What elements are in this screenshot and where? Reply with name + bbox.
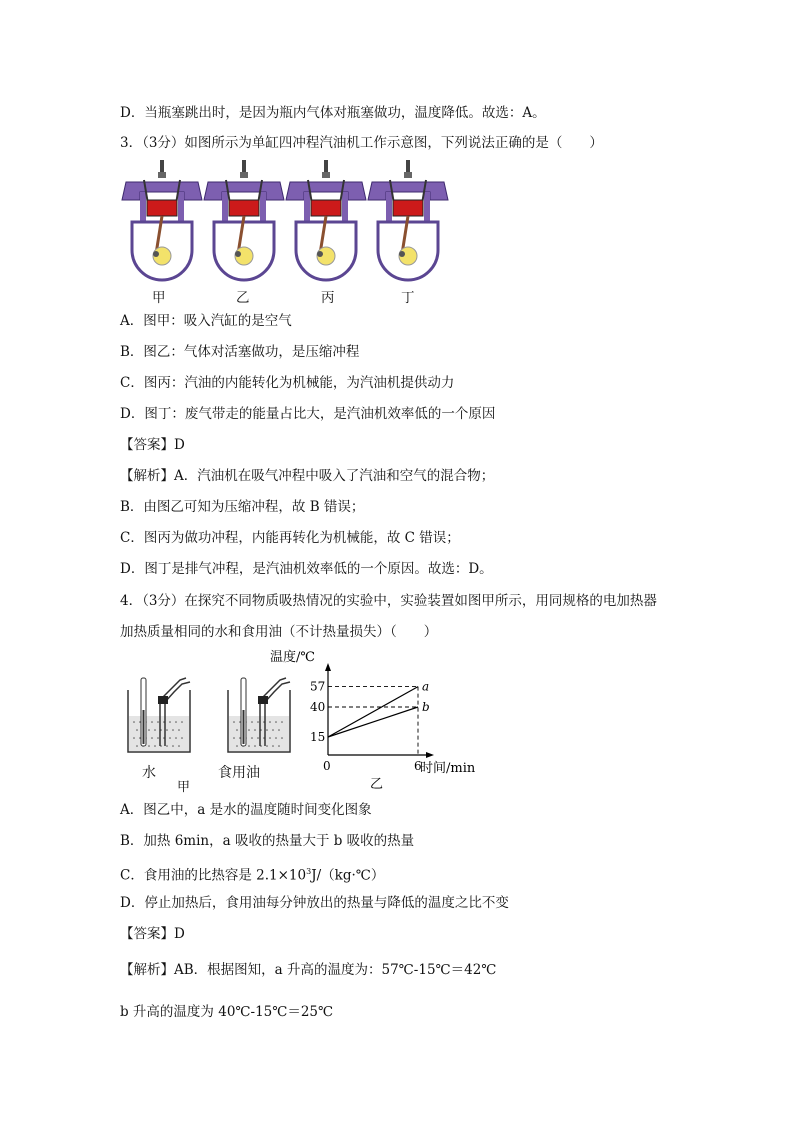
question-4-answer: 【答案】D [120,926,185,942]
y-tick-40: 40 [310,700,326,714]
x-tick-6: 6 [414,759,422,773]
option-c-text: C．食用油的比热容是 2.1×10 [120,867,307,884]
question-3-option-a: A．图甲：吸入汽缸的是空气 [120,313,292,329]
question-4-stem-2: 加热质量相同的水和食用油（不计热量损失）（ ） [120,624,438,640]
y-axis-arrow [325,663,331,671]
question-3-analysis-1: 【解析】A．汽油机在吸气冲程中吸入了汽油和空气的混合物； [120,468,495,484]
question-3-option-b: B．图乙：气体对活塞做功，是压缩冲程 [120,344,360,360]
temperature-chart [268,645,490,795]
engine-figure [120,160,450,305]
question-4-analysis-1: 【解析】AB．根据图知，a 升高的温度为：57℃-15℃＝42℃ [120,962,497,978]
oil-label: 食用油 [218,765,260,781]
question-4-analysis-2: b 升高的温度为 40℃-15℃＝25℃ [120,1004,334,1020]
question-4-option-c [120,863,384,885]
y-axis-label: 温度/℃ [270,650,315,665]
question-4-option-d: D．停止加热后，食用油每分钟放出的热量与降低的温度之比不变 [120,895,509,911]
series-label-a: a [422,679,430,694]
origin-label: 0 [323,759,331,773]
question-3-analysis-3: C．图丙为做功冲程，内能再转化为机械能，故 C 错误； [120,530,460,546]
x-axis-label: 时间/min [420,761,476,776]
question-3-stem: 3．（3分）如图所示为单缸四冲程汽油机工作示意图，下列说法正确的是（ ） [120,135,603,151]
y-tick-57: 57 [310,679,326,694]
line-d-previous-answer: D．当瓶塞跳出时，是因为瓶内气体对瓶塞做功，温度降低。故选：A。 [120,105,546,121]
question-4-stem-1: 4．（3分）在探究不同物质吸热情况的实验中，实验装置如图甲所示，用同规格的电加热器 [120,593,657,609]
engine-label-ding: 丁 [401,290,415,306]
option-c-exponent: 3 [306,867,312,876]
engine-label-jia: 甲 [152,290,166,306]
option-c-unit: J/（kg·℃） [311,867,385,884]
question-3-option-d: D．图丁：废气带走的能量占比大，是汽油机效率低的一个原因 [120,406,496,422]
x-axis-arrow [426,752,434,758]
temperature-chart-svg [268,645,490,795]
series-label-b: b [422,700,430,714]
question-3-answer: 【答案】D [120,437,185,453]
question-3-analysis-2: B．由图乙可知为压缩冲程，故 B 错误； [120,499,365,515]
question-4-option-a: A．图乙中，a 是水的温度随时间变化图象 [120,802,372,818]
y-tick-15: 15 [310,730,326,744]
question-4-option-b: B．加热 6min，a 吸收的热量大于 b 吸收的热量 [120,833,415,849]
question-3-option-c: C．图丙：汽油的内能转化为机械能，为汽油机提供动力 [120,375,455,391]
engine-label-bing: 丙 [321,290,335,306]
question-3-analysis-4: D．图丁是排气冲程，是汽油机效率低的一个原因。故选：D。 [120,561,493,577]
figure-jia-caption: 甲 [177,780,191,795]
water-label: 水 [142,765,156,781]
water-beaker [128,678,190,752]
engine-diagrams [120,160,450,285]
chart-caption: 乙 [370,777,384,792]
engine-label-yi: 乙 [236,290,250,306]
